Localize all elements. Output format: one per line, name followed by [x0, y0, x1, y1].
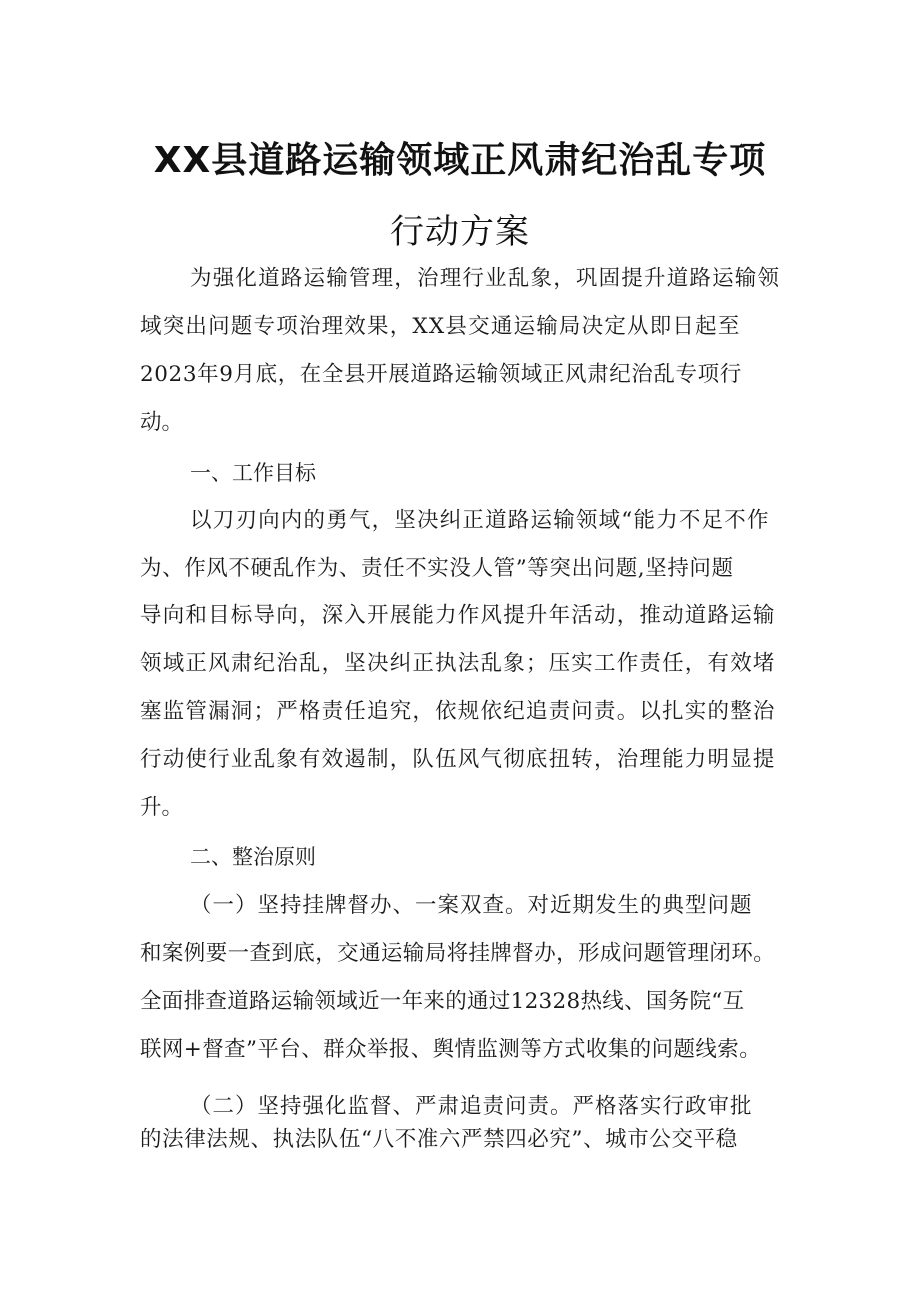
section1-line: 行动使行业乱象有效遏制，队伍风气彻底扭转，治理能力明显提 [140, 747, 776, 772]
section1-line: 以刀刃向内的勇气，坚决纠正道路运输领域“能力不足不作 [190, 508, 770, 533]
section-heading-principles: 二、整治原则 [190, 845, 316, 869]
section1-line: 领域正风肃纪治乱，坚决纠正执法乱象；压实工作责任，有效堵 [140, 651, 776, 676]
intro-line: 为强化道路运输管理，治理行业乱象，巩固提升道路运输领 [190, 266, 781, 291]
section2-item2-line: 的法律法规、执法队伍“八不准六严禁四必究”、城市公交平稳 [140, 1127, 738, 1152]
intro-line: 2023年9月底，在全县开展道路运输领域正风肃纪治乱专项行 [140, 362, 742, 387]
intro-line: 域突出问题专项治理效果，XX县交通运输局决定从即日起至 [140, 314, 741, 339]
section1-line: 升。 [140, 795, 184, 820]
document-title-line1: XX县道路运输领域正风肃纪治乱专项 [153, 140, 767, 181]
section1-line: 导向和目标导向，深入开展能力作风提升年活动，推动道路运输 [140, 603, 776, 628]
section1-line: 为、作风不硬乱作为、责任不实没人管”等突出问题,坚持问题 [140, 556, 734, 581]
section-heading-goals: 一、工作目标 [190, 461, 316, 485]
section2-item1-line: 联网+督查”平台、群众举报、舆情监测等方式收集的问题线索。 [140, 1037, 762, 1062]
section2-item1-line: 和案例要一查到底，交通运输局将挂牌督办，形成问题管理闭环。 [140, 941, 776, 966]
section2-item1-line: （一）坚持挂牌督办、一案双查。对近期发生的典型问题 [190, 893, 753, 918]
section2-item1-line: 全面排查道路运输领域近一年来的通过12328热线、国务院“互 [140, 989, 745, 1014]
section1-line: 塞监管漏洞；严格责任追究，依规依纪追责问责。以扎实的整治 [140, 699, 776, 724]
document-title-line2: 行动方案 [390, 212, 530, 252]
intro-line: 动。 [140, 410, 184, 435]
section2-item2-line: （二）坚持强化监督、严肃追责问责。严格落实行政审批 [190, 1094, 753, 1119]
